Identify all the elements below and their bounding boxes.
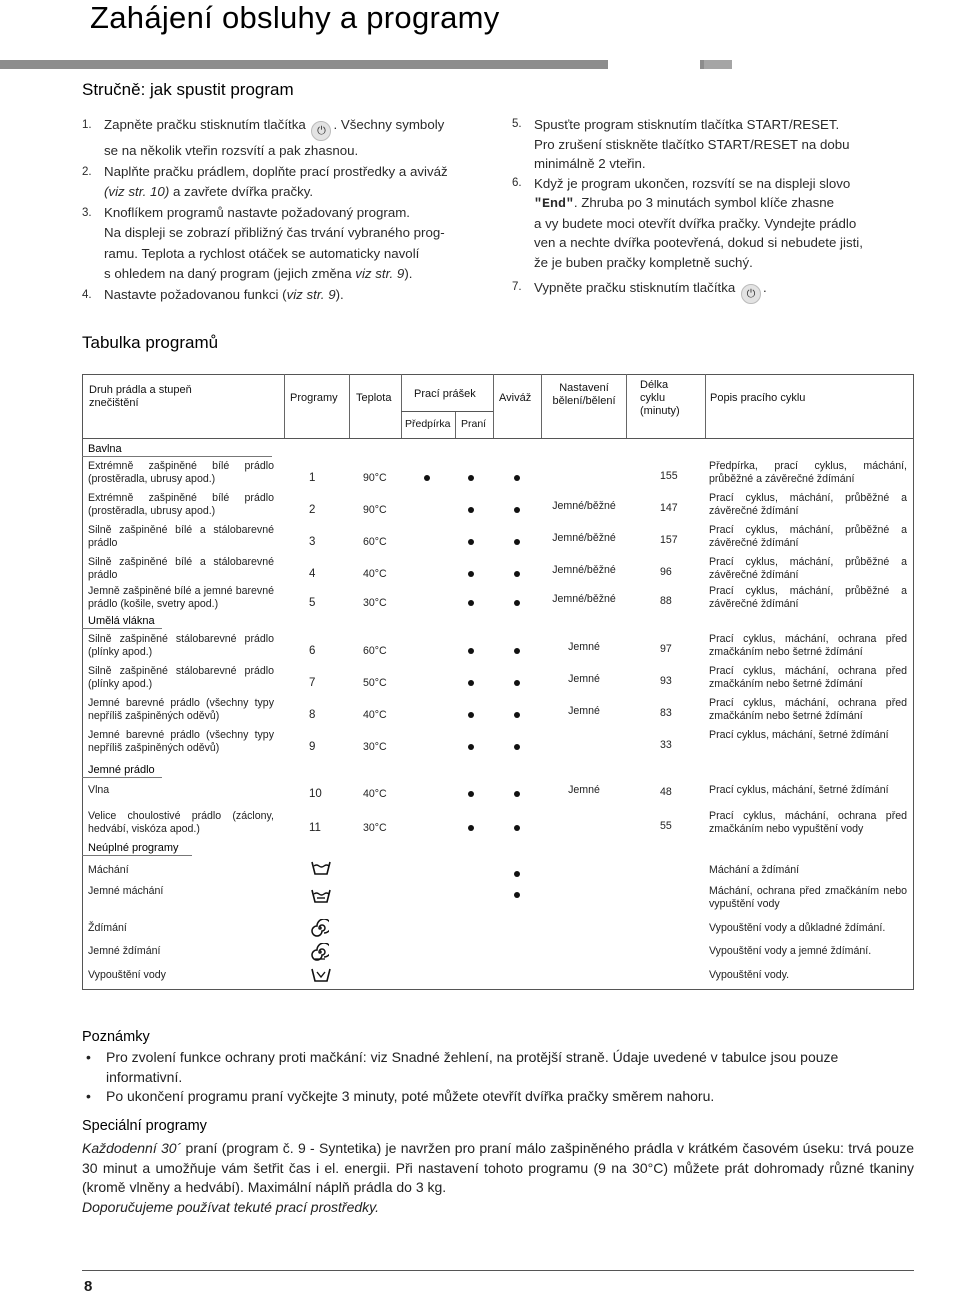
row-duration: 157 [660,534,678,546]
row-dot [514,892,520,898]
category-delicates: Jemné prádlo [88,764,155,776]
step-4: 4. Nastavte požadovanou funkci (viz str. 9). [82,286,344,302]
row-type: Silně zašpiněné stálobarevné prádlo (plínky apod.) [88,633,274,659]
row-type: Silně zašpiněné bílé a stálobarevné prádlo [88,524,274,550]
header-duration: Délka cyklu (minuty) [640,379,680,417]
special-text: Každodenní 30´ praní (program č. 9 - Syntetika) je navržen pro praní málo zašpiněného prádla v krátkém časovém úseku: trvá pouze 30 minut a umožňuje vám šetřit čas i el. energii. Při nastavení tohoto programu (9 na 30°C) můžete prát dohromady různé tkaniny (kromě vlněny a hedvábí). Maximální náplň prádla do 3 kg. Doporučujeme používat tekuté prací prostředky. [82,1140,914,1215]
recommendation: Doporučujeme používat tekuté prací prostředky. [82,1198,380,1215]
power-icon: ⏻ [311,121,331,141]
row-dot [468,744,474,750]
row-program: 8 [309,709,316,721]
header-type: Druh prádla a stupeň znečištění [89,384,192,409]
row-temperature: 30°C [363,822,387,834]
row-temperature: 90°C [363,504,387,516]
row-dot [514,825,520,831]
row-description: Máchání a ždímání [709,864,800,876]
row-temperature: 60°C [363,645,387,657]
row-type: Extrémně zašpiněné bílé prádlo (prostěradla, ubrusy apod.) [88,460,274,486]
category-synthetics: Umělá vlákna [88,615,155,627]
row-program: 3 [309,536,316,548]
row-type: Jemně zašpiněné bílé a jemné barevné prádlo (košile, svetry apod.) [88,585,274,611]
row-bleach: Jemné [568,705,600,717]
category-partial-programs: Neúplné programy [88,842,179,854]
row-description: Vypouštění vody a důkladné ždímání. [709,922,886,934]
notes-heading: Poznámky [82,1029,150,1045]
row-program: 2 [309,504,316,516]
power-icon: ⏻ [741,284,761,304]
row-program: 10 [309,788,322,800]
header-bleach: Nastavení bělení/bělení [552,382,616,407]
row-description: Prací cyklus, máchání, průběžné a závěrečné ždímání [709,492,907,518]
note-item: • Po ukončení programu praní vyčkejte 3 minuty, poté můžete otevřít dvířka pračky směrem nahoru. [82,1087,914,1107]
row-description: Prací cyklus, máchání, šetrné ždímání [709,784,889,796]
row-duration: 93 [660,675,672,687]
row-bleach: Jemné/běžné [552,593,616,605]
row-dot [468,507,474,513]
row-type: Jemné barevné prádlo (všechny typy nepříliš zašpiněných oděvů) [88,729,274,755]
row-type: Ždímání [88,922,127,934]
row-duration: 96 [660,566,672,578]
row-duration: 147 [660,502,678,514]
row-program: 1 [309,472,316,484]
row-bleach: Jemné/běžné [552,500,616,512]
row-bleach: Jemné/běžné [552,532,616,544]
row-description: Prací cyklus, máchání, ochrana před zmačkáním nebo šetrné ždímání [709,697,907,723]
rinse-icon [310,860,332,876]
row-dot [514,871,520,877]
row-type: Extrémně zašpiněné bílé prádlo (prostěradla, ubrusy apod.) [88,492,274,518]
step-5: 5. Spusťte program stisknutím tlačítka START/RESET. Pro zrušení stiskněte tlačítko START/RESET na dobu minimálně 2 vteřin. [512,117,850,171]
row-type: Máchání [88,864,129,876]
step-2: 2. Naplňte pračku prádlem, doplňte prací prostředky a aviváž (viz str. 10) a zavřete dvířka pračky. [82,163,448,199]
row-temperature: 30°C [363,741,387,753]
row-program: 7 [309,677,316,689]
page-number: 8 [84,1278,93,1295]
row-dot [514,571,520,577]
step-3: 3. Knoflíkem programů nastavte požadovaný program. Na displeji se zobrazí přibližný čas trvání vybraného prog- ramu. Teplota a rychlost otáček se automaticky navolí s ohledem na daný program (jejich změna viz str. 9). [82,204,445,281]
row-temperature: 40°C [363,788,387,800]
row-temperature: 60°C [363,536,387,548]
category-cotton: Bavlna [88,443,122,455]
row-dot [514,539,520,545]
row-bleach: Jemné [568,673,600,685]
row-description: Prací cyklus, máchání, šetrné ždímání [709,729,889,741]
footer-rule [82,1270,914,1271]
row-dot [468,475,474,481]
row-type: Jemné ždímání [88,945,161,957]
spin-icon [311,919,329,937]
row-duration: 83 [660,707,672,719]
row-dot [514,507,520,513]
header-programs: Programy [290,392,338,404]
row-dot [468,680,474,686]
row-duration: 55 [660,820,672,832]
row-dot [468,791,474,797]
row-description: Prací cyklus, máchání, ochrana před zmačkáním nebo šetrné ždímání [709,665,907,691]
row-description: Máchání, ochrana před zmačkáním nebo vypuštění vody [709,885,907,911]
row-type: Silně zašpiněné stálobarevné prádlo (plínky apod.) [88,665,274,691]
table-heading: Tabulka programů [82,333,219,352]
row-description: Vypouštění vody. [709,969,790,981]
row-description: Předpírka, prací cyklus, máchání, průběžné a závěrečné ždímání [709,460,907,486]
steps-left [82,115,482,305]
gentle-spin-icon [311,943,329,961]
row-dot [424,475,430,481]
row-type: Jemné barevné prádlo (všechny typy nepříliš zašpiněných oděvů) [88,697,274,723]
header-wash: Praní [461,418,487,430]
row-type: Velice choulostivé prádlo (záclony, hedvábí, viskóza apod.) [88,810,274,836]
row-temperature: 90°C [363,472,387,484]
row-temperature: 30°C [363,597,387,609]
quick-start-heading: Stručně: jak spustit program [82,80,294,99]
row-dot [514,475,520,481]
row-temperature: 50°C [363,677,387,689]
header-softener: Aviváž [499,392,532,404]
row-program: 4 [309,568,316,580]
row-temperature: 40°C [363,568,387,580]
header-bar [0,60,960,69]
row-duration: 155 [660,470,678,482]
row-bleach: Jemné/běžné [552,564,616,576]
row-description: Prací cyklus, máchání, průběžné a závěrečné ždímání [709,556,907,582]
row-duration: 48 [660,786,672,798]
row-duration: 97 [660,643,672,655]
row-bleach: Jemné [568,784,600,796]
page-title: Zahájení obsluhy a programy [90,0,500,35]
row-type: Vlna [88,784,110,796]
row-program: 11 [309,822,321,834]
row-program: 6 [309,645,316,657]
row-description: Prací cyklus, máchání, ochrana před zmačkáním nebo šetrné ždímání [709,633,907,659]
row-description: Prací cyklus, máchání, průběžné a závěrečné ždímání [709,585,907,611]
row-type: Silně zašpiněné bílé a stálobarevné prádlo [88,556,274,582]
row-program: 9 [309,741,316,753]
gentle-rinse-icon [310,888,332,904]
row-temperature: 40°C [363,709,387,721]
row-dot [468,712,474,718]
row-dot [468,825,474,831]
header-temperature: Teplota [356,392,392,404]
row-dot [514,600,520,606]
row-duration: 33 [660,739,672,751]
row-dot [468,571,474,577]
row-dot [468,539,474,545]
row-duration: 88 [660,595,672,607]
row-description: Prací cyklus, máchání, ochrana před zmačkáním nebo vypuštění vody [709,810,907,836]
header-detergent: Prací prášek [414,388,476,400]
row-description: Prací cyklus, máchání, průběžné a závěrečné ždímání [709,524,907,550]
row-dot [514,791,520,797]
row-dot [468,600,474,606]
note-item: • Pro zvolení funkce ochrany proti mačkání: viz Snadné žehlení, na protější straně. Údaje uvedené v tabulce jsou pouze informativní. [82,1048,914,1087]
row-dot [514,648,520,654]
drain-icon [310,967,332,983]
row-type: Jemné máchání [88,885,164,897]
step-1: 1. Zapněte pračku stisknutím tlačítka ⏻ . Všechny symboly se na několik vteřin rozsvítí a pak zhasnou. [82,117,445,158]
row-type: Vypouštění vody [88,969,166,981]
row-dot [468,648,474,654]
notes-list [82,1048,914,1107]
row-description: Vypouštění vody a jemné ždímání. [709,945,872,957]
row-dot [514,712,520,718]
steps-right [512,115,922,304]
row-bleach: Jemné [568,641,600,653]
step-7: 7. Vypněte pračku stisknutím tlačítka ⏻ . [512,278,922,304]
special-heading: Speciální programy [82,1118,207,1134]
step-6: 6. Když je program ukončen, rozsvítí se na displeji slovo "End". Zhruba po 3 minutách symbol klíče zhasne a vy budete moci otevřít dvířka pračky. Vyndejte prádlo ven a nechte dvířka pootevřená, dokud si nebudete jisti, že je buben pračky kompletně suchý. [512,175,863,270]
header-prewash: Předpírka [405,418,451,430]
header-description: Popis pracího cyklu [710,392,806,404]
row-dot [514,744,520,750]
row-dot [514,680,520,686]
row-program: 5 [309,597,316,609]
